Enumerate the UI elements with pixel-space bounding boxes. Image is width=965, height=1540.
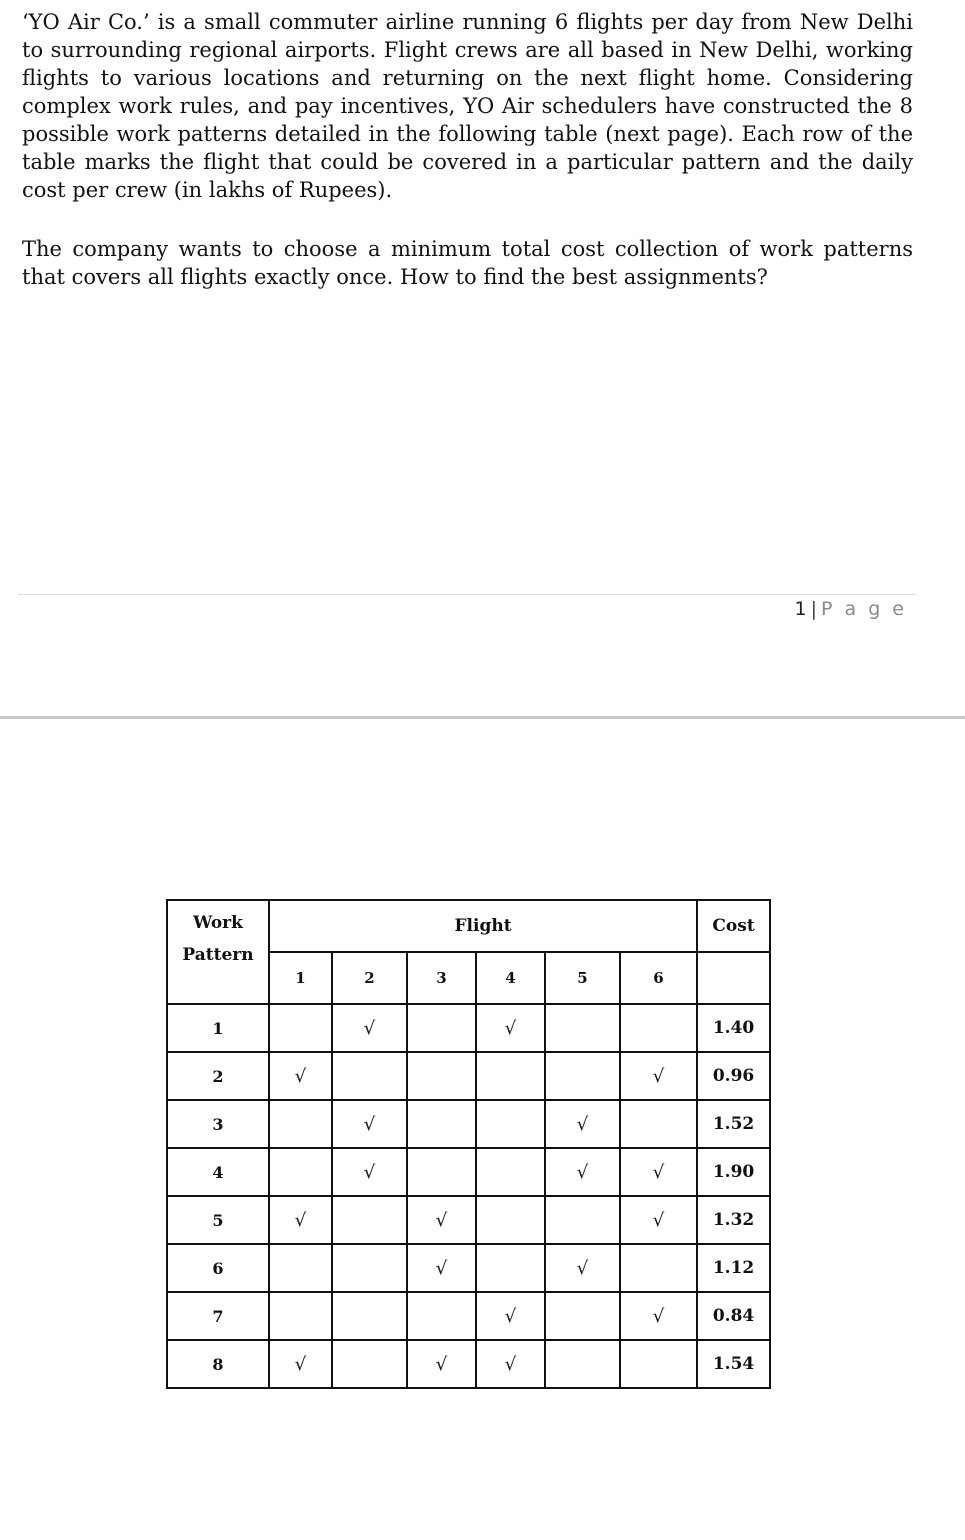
check-mark-icon: √ (545, 1100, 620, 1148)
empty-flight-cell (407, 1004, 476, 1052)
table-row (167, 1100, 770, 1148)
empty-flight-cell (407, 1100, 476, 1148)
empty-flight-cell (476, 1244, 545, 1292)
empty-flight-cell (620, 1244, 697, 1292)
cost-cell: 1.40 (697, 1004, 770, 1052)
empty-flight-cell (545, 1340, 620, 1388)
header-work-pattern (167, 900, 269, 1004)
table-row (167, 1052, 770, 1100)
check-mark-icon: √ (476, 1292, 545, 1340)
empty-flight-cell (545, 1196, 620, 1244)
cost-cell: 1.90 (697, 1148, 770, 1196)
pattern-number-cell: 5 (167, 1196, 269, 1244)
empty-flight-cell (620, 1100, 697, 1148)
check-mark-icon: √ (476, 1340, 545, 1388)
empty-flight-cell (269, 1292, 332, 1340)
problem-question-paragraph: The company wants to choose a minimum total cost collection of work patterns that covers all flights exactly once. How to find the best assignments? (22, 237, 913, 289)
page-separator: | (810, 598, 818, 620)
empty-flight-cell (620, 1004, 697, 1052)
check-mark-icon: √ (269, 1340, 332, 1388)
empty-flight-cell (620, 1340, 697, 1388)
pattern-number-cell: 6 (167, 1244, 269, 1292)
check-mark-icon: √ (332, 1100, 407, 1148)
check-mark-icon: √ (620, 1292, 697, 1340)
table-row (167, 1004, 770, 1052)
flight-number-5: 5 (545, 952, 620, 1004)
empty-flight-cell (407, 1292, 476, 1340)
empty-flight-cell (476, 1052, 545, 1100)
check-mark-icon: √ (545, 1148, 620, 1196)
table-row (167, 1196, 770, 1244)
cost-cell: 0.84 (697, 1292, 770, 1340)
cost-cell: 1.54 (697, 1340, 770, 1388)
empty-flight-cell (332, 1292, 407, 1340)
page-label: P a g e (821, 598, 907, 620)
empty-flight-cell (476, 1148, 545, 1196)
check-mark-icon: √ (545, 1244, 620, 1292)
pattern-number-cell: 1 (167, 1004, 269, 1052)
pattern-number-cell: 7 (167, 1292, 269, 1340)
page-break-divider (0, 716, 965, 719)
empty-flight-cell (269, 1148, 332, 1196)
header-pattern-label: Pattern (182, 945, 254, 965)
empty-flight-cell (332, 1340, 407, 1388)
check-mark-icon: √ (407, 1196, 476, 1244)
check-mark-icon: √ (407, 1340, 476, 1388)
document-page-1 (0, 0, 965, 700)
footer-divider (18, 594, 916, 595)
flight-number-4: 4 (476, 952, 545, 1004)
pattern-number-cell: 8 (167, 1340, 269, 1388)
table-row (167, 1244, 770, 1292)
flight-number-3: 3 (407, 952, 476, 1004)
flight-number-6: 6 (620, 952, 697, 1004)
table-row (167, 1340, 770, 1388)
page-number: 1 (794, 598, 807, 620)
check-mark-icon: √ (620, 1148, 697, 1196)
empty-flight-cell (269, 1244, 332, 1292)
check-mark-icon: √ (332, 1004, 407, 1052)
table-row (167, 1292, 770, 1340)
check-mark-icon: √ (620, 1196, 697, 1244)
header-work-label: Work (193, 913, 243, 933)
empty-flight-cell (407, 1052, 476, 1100)
empty-flight-cell (545, 1292, 620, 1340)
header-cost: Cost (697, 900, 770, 952)
empty-flight-cell (476, 1196, 545, 1244)
empty-flight-cell (476, 1100, 545, 1148)
cost-cell: 1.32 (697, 1196, 770, 1244)
empty-flight-cell (269, 1004, 332, 1052)
pattern-number-cell: 3 (167, 1100, 269, 1148)
empty-flight-cell (407, 1148, 476, 1196)
problem-description-paragraph: ‘YO Air Co.’ is a small commuter airline running 6 flights per day from New Delhi to surrounding regional airports. Flight crews are all based in New Delhi, working flights to various locations and returning on the next flight home. Considering complex work rules, and pay incentives, YO Air schedulers have constructed the 8 possible work patterns detailed in the following table (next page). Each row of the table marks the flight that could be covered in a particular pattern and the daily cost per crew (in lakhs of Rupees). (22, 10, 913, 202)
header-flight: Flight (269, 900, 697, 952)
table-row (167, 1148, 770, 1196)
page-footer (795, 598, 907, 620)
cost-cell: 1.12 (697, 1244, 770, 1292)
pattern-number-cell: 4 (167, 1148, 269, 1196)
empty-flight-cell (332, 1196, 407, 1244)
pattern-number-cell: 2 (167, 1052, 269, 1100)
empty-flight-cell (545, 1052, 620, 1100)
check-mark-icon: √ (476, 1004, 545, 1052)
work-pattern-table (166, 899, 771, 1389)
empty-flight-cell (545, 1004, 620, 1052)
check-mark-icon: √ (332, 1148, 407, 1196)
cost-cell: 0.96 (697, 1052, 770, 1100)
flight-number-2: 2 (332, 952, 407, 1004)
empty-flight-cell (332, 1052, 407, 1100)
empty-flight-cell (332, 1244, 407, 1292)
flight-number-1: 1 (269, 952, 332, 1004)
check-mark-icon: √ (620, 1052, 697, 1100)
check-mark-icon: √ (269, 1052, 332, 1100)
empty-flight-cell (269, 1100, 332, 1148)
cost-cell: 1.52 (697, 1100, 770, 1148)
cost-subheader-empty (697, 952, 770, 1004)
check-mark-icon: √ (269, 1196, 332, 1244)
check-mark-icon: √ (407, 1244, 476, 1292)
